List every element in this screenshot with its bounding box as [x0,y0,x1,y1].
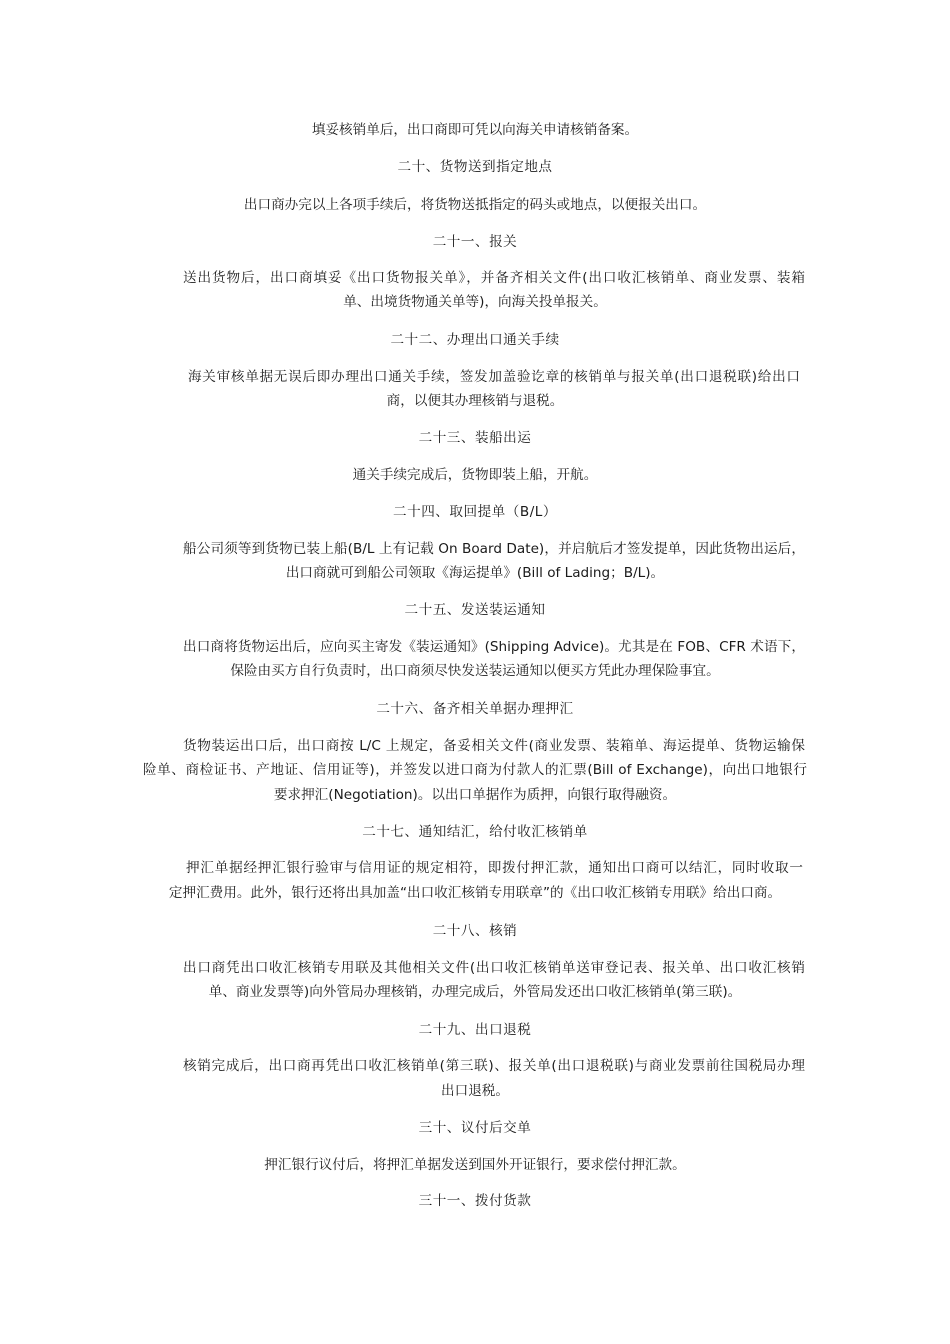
paragraph-line: 出口退税。 [441,1083,509,1099]
paragraph-line: 出口商将货物运出后，应向买主寄发《装运通知》(Shipping Advice)。尤其是在 FOB、CFR 术语下， [183,639,805,655]
paragraph-line: 核销完成后，出口商再凭出口收汇核销单(第三联)、报关单(出口退税联)与商业发票前往国税局办理 [183,1058,805,1074]
paragraph-line: 出口商就可到船公司领取《海运提单》(Bill of Lading；B/L)。 [285,565,665,581]
section-heading: 二十七、通知结汇，给付收汇核销单 [362,824,588,840]
paragraph-line: 货物装运出口后，出口商按 L/C 上规定，备妥相关文件(商业发票、装箱单、海运提单、货物运输保 [183,738,805,754]
paragraph-line: 保险由买方自行负责时，出口商须尽快发送装运通知以便买方凭此办理保险事宜。 [230,663,720,679]
paragraph-line: 定押汇费用。此外，银行还将出具加盖“出口收汇核销专用联章”的《出口收汇核销专用联》给出口商。 [168,885,782,901]
section-heading: 二十六、备齐相关单据办理押汇 [376,701,574,717]
section-heading: 二十四、取回提单（B/L） [393,504,557,520]
paragraph-line: 单、出境货物通关单等)，向海关投单报关。 [343,294,607,310]
paragraph-line: 送出货物后，出口商填妥《出口货物报关单》，并备齐相关文件(出口收汇核销单、商业发票、装箱 [183,270,805,286]
section-heading: 二十二、办理出口通关手续 [390,332,560,348]
paragraph-line: 通关手续完成后，货物即装上船，开航。 [352,467,598,483]
paragraph-line: 海关审核单据无误后即办理出口通关手续，签发加盖验讫章的核销单与报关单(出口退税联)给出口 [188,369,800,385]
section-heading: 二十九、出口退税 [418,1022,532,1038]
section-heading: 二十三、装船出运 [418,430,532,446]
paragraph-line: 押汇银行议付后，将押汇单据发送到国外开证银行，要求偿付押汇款。 [264,1157,686,1173]
paragraph-line: 填妥核销单后，出口商即可凭以向海关申请核销备案。 [311,122,639,138]
section-heading: 三十、议付后交单 [418,1120,532,1136]
paragraph-line: 出口商凭出口收汇核销专用联及其他相关文件(出口收汇核销单送审登记表、报关单、出口收汇核销 [183,960,805,976]
section-heading: 二十一、报关 [432,234,518,250]
paragraph-line: 船公司须等到货物已装上船(B/L 上有记载 On Board Date)，并启航后才签发提单，因此货物出运后， [183,541,805,557]
section-heading: 三十一、拨付货款 [418,1193,532,1209]
paragraph-line: 单、商业发票等)向外管局办理核销，办理完成后，外管局发还出口收汇核销单(第三联)。 [208,984,742,1000]
paragraph-line: 押汇单据经押汇银行验审与信用证的规定相符，即拨付押汇款，通知出口商可以结汇，同时收取一 [186,860,803,876]
paragraph-line: 商，以便其办理核销与退税。 [386,393,564,409]
paragraph-line: 出口商办完以上各项手续后，将货物送抵指定的码头或地点，以便报关出口。 [243,197,707,213]
section-heading: 二十五、发送装运通知 [404,602,546,618]
paragraph-line: 要求押汇(Negotiation)。以出口单据作为质押，向银行取得融资。 [273,787,677,803]
section-heading: 二十八、核销 [432,923,518,939]
section-heading: 二十、货物送到指定地点 [397,159,553,175]
paragraph-line: 险单、商检证书、产地证、信用证等)，并签发以进口商为付款人的汇票(Bill of Exchange)，向出口地银行 [143,762,807,778]
